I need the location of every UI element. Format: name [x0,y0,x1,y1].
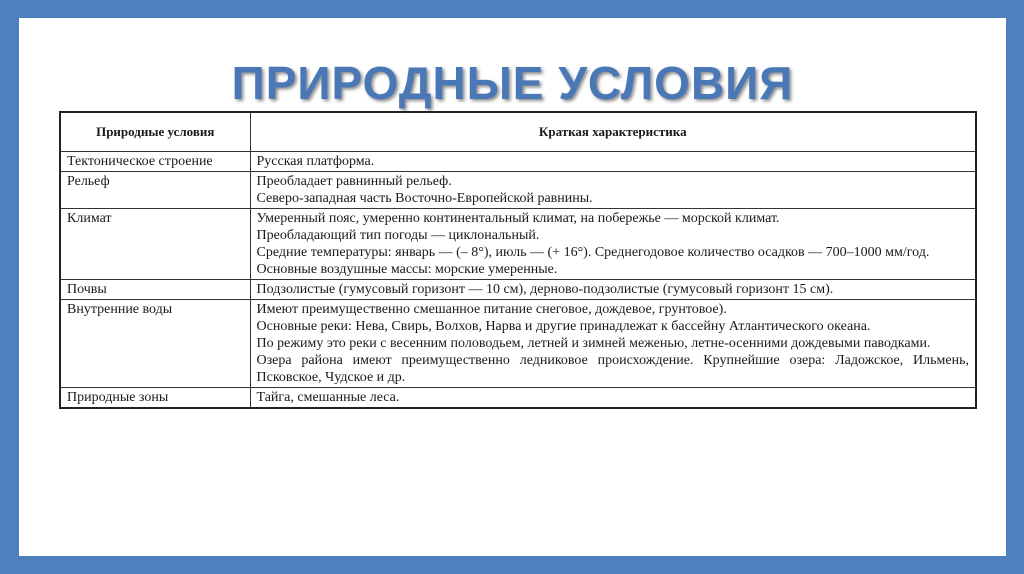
condition-cell: Внутренние воды [60,300,250,388]
table-row [60,300,976,388]
condition-cell: Тектоническое строение [60,152,250,172]
header-description: Краткая характеристика [250,112,976,152]
table-container [59,111,975,409]
description-cell [250,280,976,300]
description-line: Озера района имеют преимущественно ледниковое происхождение. Крупнейшие озера: Ладожское, Ильмень, Псковское, Чудское и др. [256,353,969,385]
description-line: Умеренный пояс, умеренно континентальный климат, на побережье — морской климат. [256,211,780,226]
description-line: Подзолистые (гумусовый горизонт — 10 см), дерново-подзолистые (гумусовый горизонт 15 см). [256,282,834,297]
table-row [60,172,976,209]
description-cell [250,172,976,209]
table-body [60,152,976,409]
table-row [60,280,976,300]
condition-cell: Почвы [60,280,250,300]
slide [19,18,1006,556]
description-line: Преобладающий тип погоды — циклональный. [256,228,540,243]
condition-cell: Рельеф [60,172,250,209]
description-cell [250,388,976,409]
description-line: Основные воздушные массы: морские умеренные. [256,262,558,277]
condition-cell: Природные зоны [60,388,250,409]
description-line: Тайга, смешанные леса. [256,390,400,405]
description-line: Основные реки: Нева, Свирь, Волхов, Нарва и другие принадлежат к бассейну Атлантического океана. [256,319,871,334]
description-line: Средние температуры: январь — (– 8°), июль — (+ 16°). Среднегодовое количество осадков — 700–1000 мм/год. [256,245,930,260]
header-conditions: Природные условия [60,112,250,152]
description-line: Преобладает равнинный рельеф. [256,174,452,189]
table-row [60,209,976,280]
description-line: Северо-западная часть Восточно-Европейской равнины. [256,191,593,206]
description-line: По режиму это реки с весенним половодьем, летней и зимней меженью, летне-осенними дождевыми паводками. [256,336,931,351]
table-row [60,388,976,409]
table-row [60,152,976,172]
description-line: Имеют преимущественно смешанное питание снеговое, дождевое, грунтовое). [256,302,727,317]
table-header-row [60,112,976,152]
description-cell [250,209,976,280]
page-title: ПРИРОДНЫЕ УСЛОВИЯ [231,57,794,109]
description-cell [250,300,976,388]
description-cell [250,152,976,172]
conditions-table [59,111,977,409]
condition-cell: Климат [60,209,250,280]
description-line: Русская платформа. [256,154,375,169]
